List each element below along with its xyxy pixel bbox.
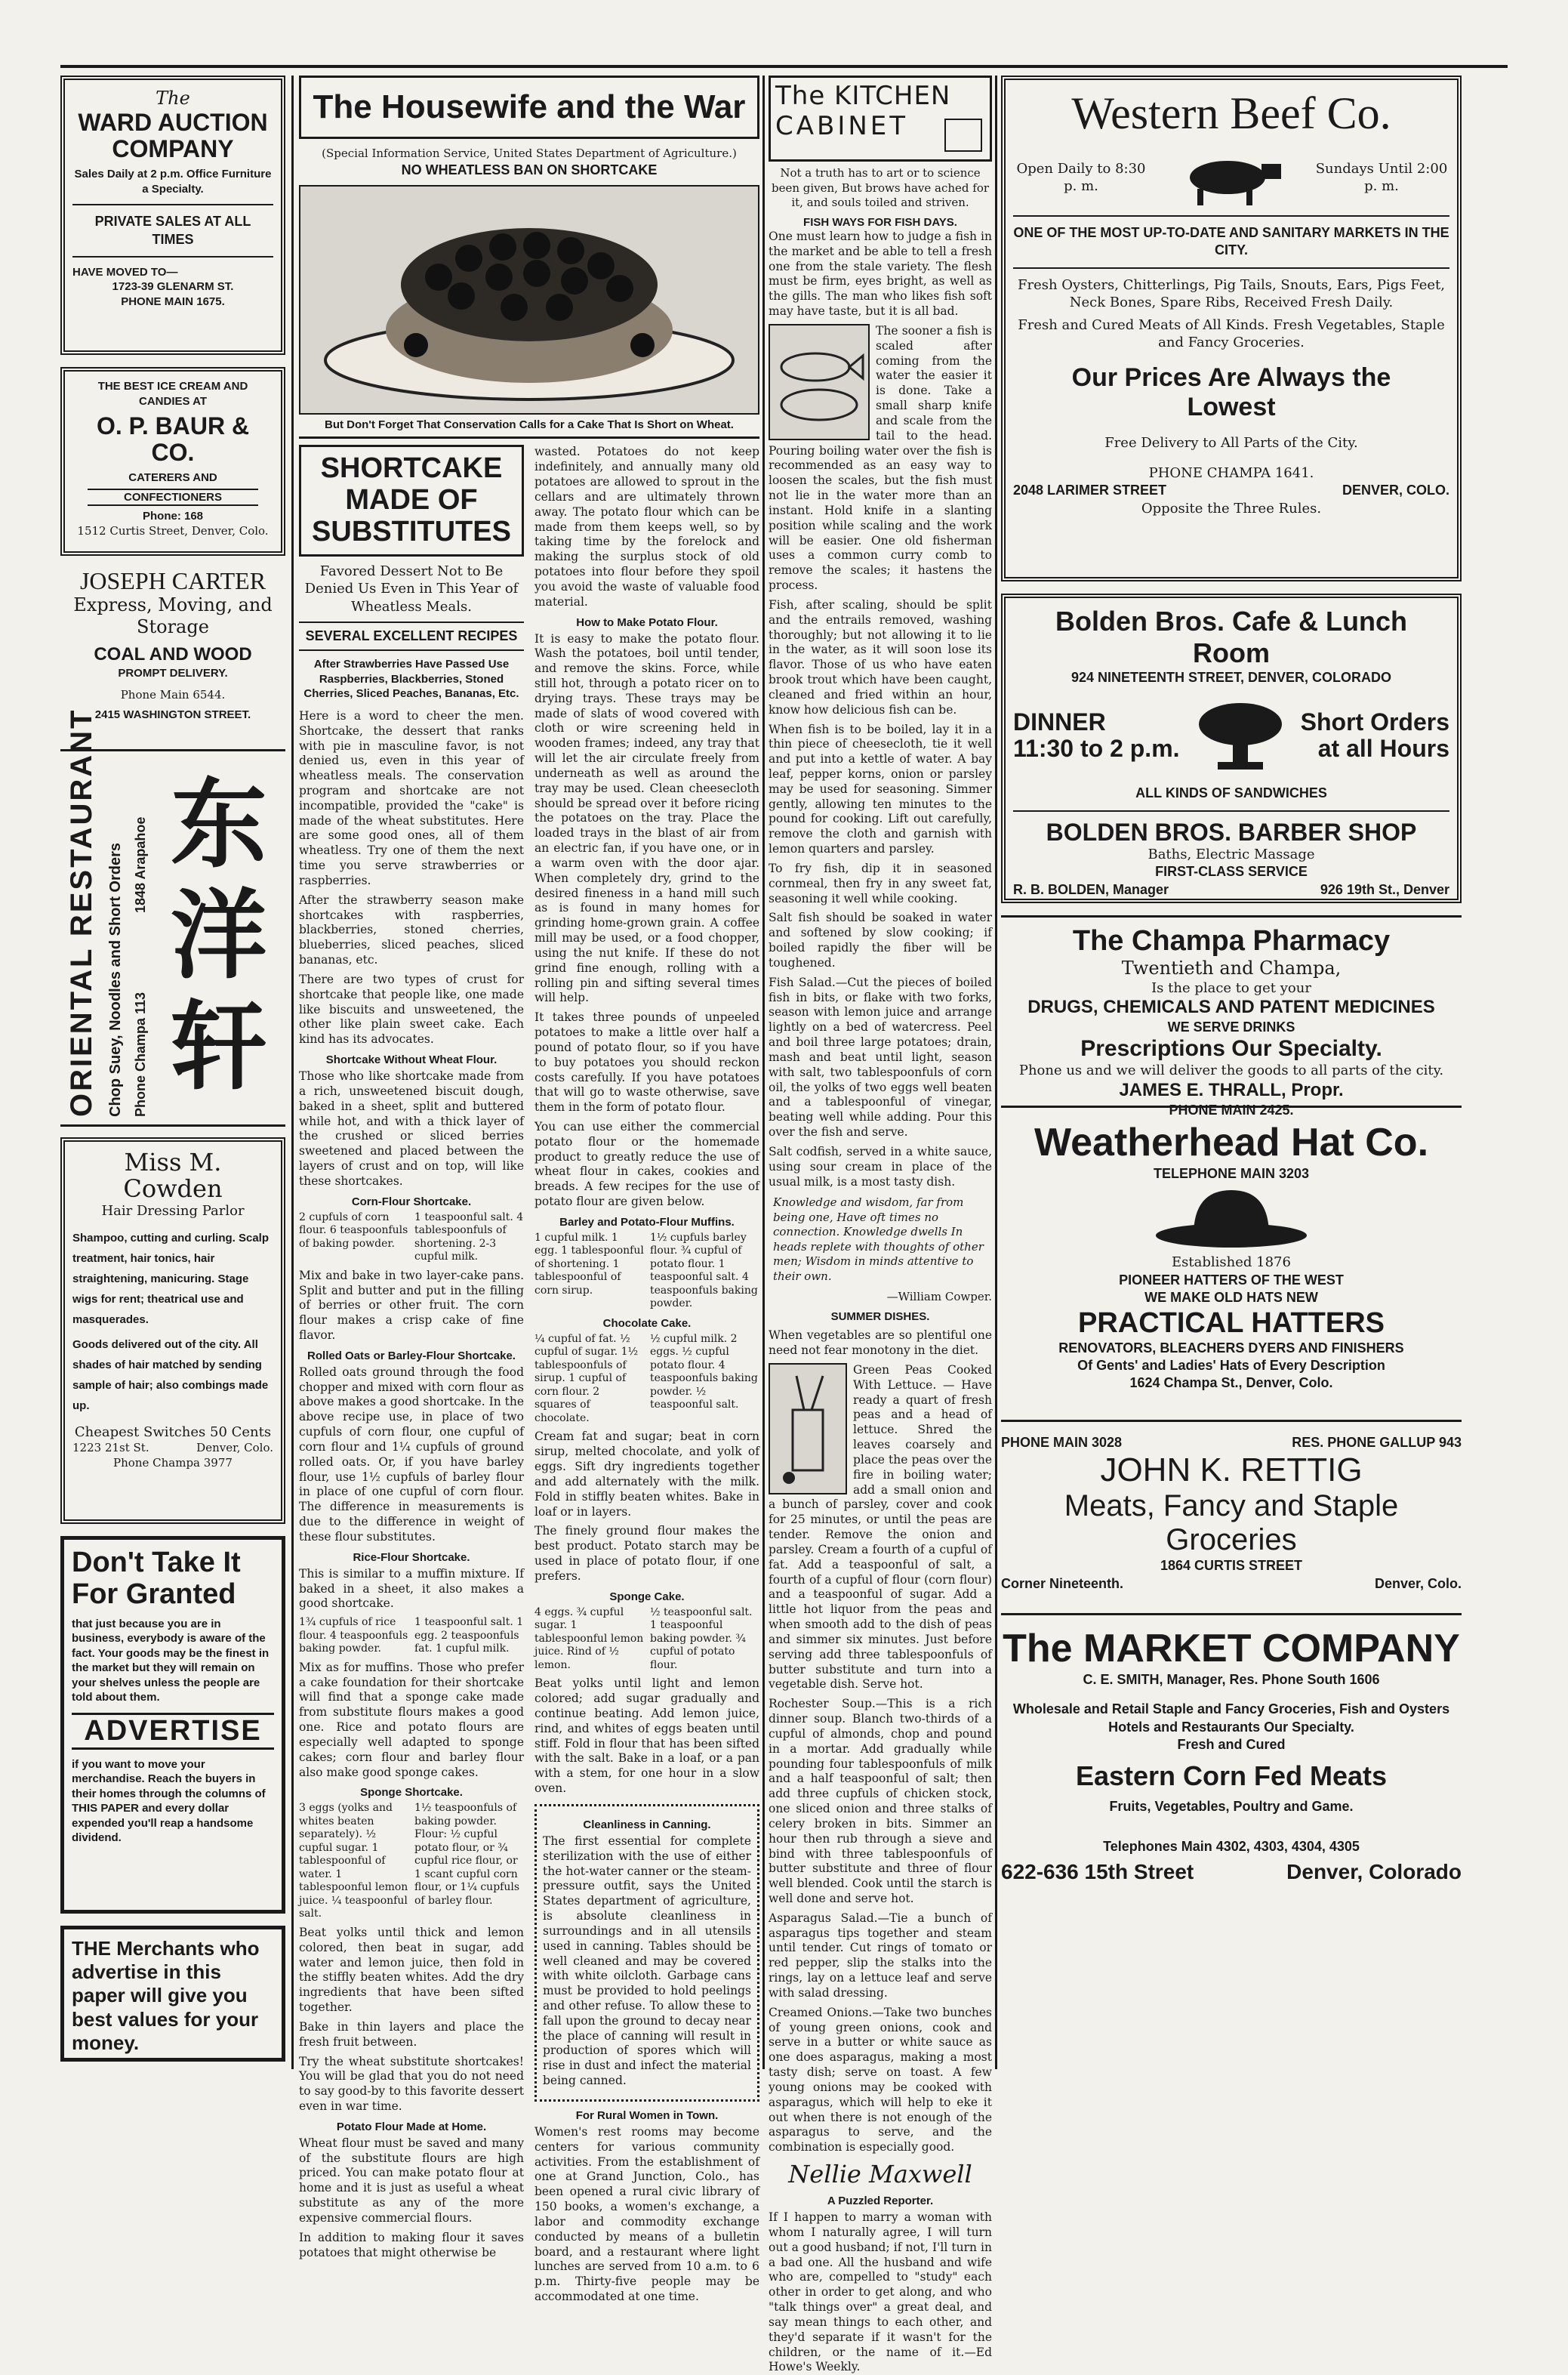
- advertise-head: Don't Take It For Granted: [72, 1547, 241, 1610]
- market-phones: Telephones Main 4302, 4303, 4304, 4305: [1103, 1838, 1360, 1854]
- hw-r2a: 2 cupfuls of corn flour. 6 teaspoonfuls of baking powder.: [299, 1211, 408, 1250]
- weatherhead-line3: RENOVATORS, BLEACHERS DYERS AND FINISHERS: [1058, 1340, 1404, 1356]
- hw-p2: After the strawberry season make shortcakes with raspberries, blackberries, stoned cherries, blueberries, sliced peaches, sliced bananas, etc.: [299, 893, 524, 967]
- cowden-body2: Goods delivered out of the city. All shades of hair matched by sending sample of hair; also combings made up.: [72, 1337, 269, 1412]
- weatherhead-name: Weatherhead Hat Co.: [1034, 1121, 1429, 1164]
- canning-head: Cleanliness in Canning.: [583, 1818, 711, 1831]
- kitchen-title1: The KITCHEN: [775, 81, 951, 111]
- hw-s1: Shortcake Without Wheat Flour.: [325, 1053, 498, 1067]
- c3-s1: How to Make Potato Flour.: [576, 615, 718, 629]
- k-p9: When vegetables are so plentiful one need not fear monotony in the diet.: [769, 1328, 992, 1358]
- hw-p5: Mix and bake in two layer-cake pans. Split and butter and put in the filling of berries or other fruit. The corn flour makes a crisp cake of fine flavor.: [299, 1268, 524, 1342]
- western-line1: ONE OF THE MOST UP-TO-DATE AND SANITARY MARKETS IN THE CITY.: [1013, 225, 1449, 258]
- bolden-name: Bolden Bros. Cafe & Lunch Room: [1055, 606, 1408, 668]
- ward-name: WARD AUCTION COMPANY: [78, 108, 268, 162]
- cowden-body: Shampoo, cutting and curling. Scalp treatment, hair tonics, hair straightening, manicuring. Stage wigs for rent; theatrical use and masquerades.: [72, 1231, 270, 1326]
- k-p3: Fish, after scaling, should be split and the entrails removed, washing thoroughly; but not allowing it to lie in the water, as it will soon lose its flavor. Those of us who have eaten brook trout which have been caught, cleaned and fried within an hour, know how delicious fish can be.: [769, 597, 992, 717]
- hw-s5: Sponge Shortcake.: [360, 1786, 463, 1800]
- champa-prop: JAMES E. THRALL, Propr.: [1119, 1079, 1344, 1100]
- c3-r2b: 1½ cupfuls barley flour. ¾ cupful of potato flour. 1 teaspoonful salt. 4 teaspoonfuls baking powder.: [650, 1231, 758, 1310]
- bolden-baths: Baths, Electric Massage: [1148, 846, 1315, 862]
- carter-line3: PROMPT DELIVERY.: [118, 666, 228, 680]
- puzzled-head: A Puzzled Reporter.: [827, 2195, 934, 2208]
- hw-r4a: 1¾ cupfuls of rice flour. 4 teaspoonfuls baking powder.: [299, 1616, 408, 1655]
- housewife-columns: [299, 445, 759, 2304]
- oriental-address: 1848 Arapahoe: [133, 816, 148, 913]
- oriental-phone: Phone Champa 113: [133, 992, 148, 1117]
- champa-phone: PHONE MAIN 2425.: [1169, 1102, 1294, 1118]
- carter-line1: Express, Moving, and Storage: [73, 594, 273, 637]
- left-ads-column: [60, 76, 285, 2069]
- oriental-line1: Chop Suey, Noodles and Short Orders: [107, 842, 124, 1117]
- carter-line2: COAL AND WOOD: [94, 643, 252, 665]
- western-city: DENVER, COLO.: [1342, 483, 1449, 498]
- advertise-word: ADVERTISE: [72, 1713, 274, 1750]
- canning-text: The first essential for complete sterilization with the use of either the hot-water canner or the steam-pressure outfit, says the United States department of agriculture, is absolute cleanliness in surroundings and in all utensils used in canning. Tables should be well cleaned and may be covered with white oilcloth. Garbage cans must be provided to hold peelings and other refuse. To allow these to fall upon the ground to decay near the place of canning will result in production of spores which will rise in dust and infect the material being canned.: [543, 1834, 751, 2088]
- deck2: SEVERAL EXCELLENT RECIPES: [299, 622, 524, 651]
- western-sundays: Sundays Until 2:00 p. m.: [1315, 160, 1448, 194]
- ward-the: The: [156, 88, 190, 109]
- rettig-corner: Corner Nineteenth.: [1001, 1575, 1124, 1591]
- market-line2: Hotels and Restaurants Our Specialty.: [1108, 1719, 1354, 1735]
- c3-p2: It is easy to make the potato flour. Wash the potatoes, boil until tender, and remove the skins. Force, while still hot, through a potato ricer on to drying trays. These trays may be made of slats of wood covered with cloth or wire screening held in wooden frames; indeed, any tray that will let the air circulate freely from underneath as well as around the tray may be used. Clean cheesecloth should be spread over it before ricing the potatoes on the tray. Place the loaded trays in the blast of air from an electric fan, if you have one, or in a warm oven with the door ajar. When completely dry, grind to the desired fineness in a hand mill such as is found in many homes for grinding home-grown grain. A coffee mill may be used, or a food chopper, using the nut knife. If these do not grind fine enough, rolling with a rolling pin and sifting several times will help.: [534, 631, 759, 1005]
- champa-sub: Twentieth and Champa,: [1121, 958, 1342, 979]
- ward-line1: Sales Daily at 2 p.m. Office Furniture a Specialty.: [74, 168, 272, 196]
- ward-line3: HAVE MOVED TO—: [72, 265, 178, 279]
- steer-icon: [1175, 147, 1288, 208]
- hw-p7: This is similar to a muffin mixture. If baked in a sheet, it also makes a good shortcake.: [299, 1566, 524, 1611]
- stove-icon: [944, 119, 982, 152]
- western-open: Open Daily to 8:30 p. m.: [1016, 160, 1146, 194]
- c3-s4: Sponge Cake.: [609, 1590, 685, 1603]
- western-name: Western Beef Co.: [1071, 88, 1391, 138]
- hw-p11: Try the wheat substitute shortcakes! You will be glad that you do not need to say good-by to this favorite dessert even in war time.: [299, 2054, 524, 2113]
- market-address: 622-636 15th Street: [1001, 1860, 1194, 1884]
- market-line3: Fresh and Cured: [1177, 1737, 1286, 1753]
- hw-p3: There are two types of crust for shortcake that people like, one made like biscuits and unsweetened, the other like plain sweet cake. Each kind has its advocates.: [299, 972, 524, 1047]
- k-p10: Green Peas Cooked With Lettuce. — Have ready a quart of fresh peas and a head of lettuce. Shred the leaves coarsely and place the peas over the fire in boiling water; add a small onion and a bunch of parsley, cover and cook for 25 minutes, or until the peas are tender. Remove the onion and parsley. Cream a fourth of a cupful of fat. Add a teaspoonful of salt, a fourth of a cupful of flour (corn flour) and a teaspoonful of sugar. Add a little hot liquor from the peas and when smooth add to the dish of peas and simmer six minutes. Just before serving add three tablespoonfuls of butter substitute and turn into a vegetable dish. Serve hot.: [769, 1363, 992, 1692]
- rettig-ad: [1001, 1434, 1462, 1615]
- kitchen-verse: Not a truth has to art or to science been given, But brows have ached for it, and souls toiled and striven.: [771, 166, 990, 209]
- western-prices: Our Prices Are Always the Lowest: [1071, 363, 1391, 422]
- c3-r3a: ¼ cupful of fat. ½ cupful of sugar. 1½ tablespoonfuls of sirup. 1 cupful of corn flour. 2 squares of chocolate.: [534, 1332, 639, 1424]
- housewife-article: [299, 76, 759, 2304]
- k-p7: Fish Salad.—Cut the pieces of boiled fish in bits, or flake with two forks, season with lemon juice and arrange lightly on a bed of watercress. Peel and boil three large potatoes; drain, mash and beat until light, season with salt, two tablespoonfuls of corn oil, the yolks of two eggs well beaten and a tablespoonful of vinegar, beating well while adding. Pour this over the fish and serve.: [769, 975, 992, 1140]
- cowden-sub: Hair Dressing Parlor: [101, 1203, 245, 1220]
- weatherhead-line4: Of Gents' and Ladies' Hats of Every Description: [1077, 1357, 1385, 1373]
- c3-p5: Cream fat and sugar; beat in corn sirup, melted chocolate, and yolk of eggs. Sift dry ingredients together and add alternately with the milk. Fold in stiffly beaten whites. Bake in loaf or in layers.: [534, 1430, 759, 1519]
- k-p5: To fry fish, dip it in seasoned cornmeal, then fry in any sweet fat, seasoning it well while cooking.: [769, 861, 992, 905]
- fish-illustration: [769, 324, 870, 440]
- champa-spec: Prescriptions Our Specialty.: [1080, 1036, 1382, 1062]
- baur-ad: [60, 367, 285, 556]
- carter-address: 2415 WASHINGTON STREET.: [94, 708, 251, 721]
- cowden-phone: Phone Champa 3977: [113, 1455, 233, 1470]
- summer-head: SUMMER DISHES.: [830, 1309, 930, 1323]
- c3-p7: Beat yolks until light and lemon colored; add sugar gradually and continue beating. Add lemon juice, rind, and whites of eggs beaten until stiff. Fold in flour that has been sifted with the salt. Bake in a loaf, or a pan with a stem, for one hour in a slow oven.: [534, 1676, 759, 1796]
- ward-auction-ad: [60, 76, 285, 355]
- bolden-address: 924 NINETEENTH STREET, DENVER, COLORADO: [1070, 670, 1392, 685]
- bolden-sandwiches: ALL KINDS OF SANDWICHES: [1135, 785, 1327, 801]
- hw-p10: Bake in thin layers and place the fresh fruit between.: [299, 2019, 524, 2049]
- hw-p1: Here is a word to cheer the men. Shortcake, the dessert that ranks with pie in masculine favor, is not denied us, even in this year of wheatless meals. The conservation program and shortcake are not incompatible, provided the "cake" is made of the wheat substitutes. Here are some good ones, all of them wheatless. Try one of them the next time you serve strawberries or raspberries.: [299, 708, 524, 887]
- rettig-city: Denver, Colo.: [1374, 1575, 1462, 1591]
- bolden-manager: R. B. BOLDEN, Manager: [1013, 881, 1169, 897]
- champa-phone-us: Phone us and we will deliver the goods to all parts of the city.: [1018, 1063, 1444, 1079]
- western-address: 2048 LARIMER STREET: [1013, 483, 1167, 498]
- kitchen-title-box: [769, 76, 992, 162]
- hw-p9: Beat yolks until thick and lemon colored, then beat in sugar, add water and lemon juice, then fold in the stiffly beaten whites. Add the dry ingredients that have been sifted together.: [299, 1925, 524, 2015]
- glass-illustration: [769, 1363, 847, 1494]
- champa-line3: WE SERVE DRINKS: [1167, 1019, 1295, 1035]
- carter-name: JOSEPH CARTER: [79, 567, 266, 594]
- advertise-ad: [60, 1536, 285, 1914]
- column-rule-3: [762, 76, 765, 2069]
- hw-s4: Rice-Flour Shortcake.: [353, 1550, 470, 1564]
- hw-r2b: 1 teaspoonful salt. 4 tablespoonfuls of shortening. 2-3 cupful milk.: [414, 1211, 524, 1263]
- weatherhead-line2: WE MAKE OLD HATS NEW: [1144, 1290, 1318, 1306]
- bolden-dinner: DINNER: [1013, 708, 1106, 736]
- c3-r4b: ½ teaspoonful salt. 1 teaspoonful baking powder. ¾ cupful of potato flour.: [650, 1605, 753, 1671]
- western-phone: PHONE CHAMPA 1641.: [1148, 464, 1314, 481]
- market-line1: Wholesale and Retail Staple and Fancy Groceries, Fish and Oysters: [1012, 1701, 1450, 1717]
- k-p6: Salt fish should be soaked in water and softened by slow cooking; if boiled rapidly the fiber will be toughened.: [769, 911, 992, 970]
- market-city: Denver, Colorado: [1286, 1860, 1462, 1884]
- western-delivery: Free Delivery to All Parts of the City.: [1104, 435, 1358, 452]
- baur-line3: CONFECTIONERS: [88, 489, 258, 507]
- canning-box: [534, 1804, 759, 2102]
- signature: Nellie Maxwell: [788, 2160, 972, 2189]
- k-p1: One must learn how to judge a fish in the market and be able to tell a fresh one from the stale variety. The flesh must be firm, eyes bright, as well as the gills. The man who likes fish soft may have taste, but it is all bad.: [769, 230, 992, 319]
- cowden-address: 1223 21st St.: [72, 1441, 149, 1455]
- bolden-short: Short Orders: [1300, 708, 1449, 736]
- shortcake-illustration: [318, 194, 741, 406]
- bolden-short-time: at all Hours: [1317, 735, 1449, 763]
- baur-address: 1512 Curtis Street, Denver, Colo.: [77, 523, 269, 538]
- oriental-name: ORIENTAL RESTAURANT: [65, 708, 98, 1117]
- rettig-res: RES. PHONE GALLUP 943: [1292, 1435, 1462, 1450]
- ward-phone: PHONE MAIN 1675.: [121, 295, 225, 308]
- champa-line2: DRUGS, CHEMICALS AND PATENT MEDICINES: [1027, 997, 1435, 1018]
- k-p14: If I happen to marry a woman with whom I naturally agree, I will turn out a good husband; if not, I'll turn in a bad one. All the husband and wife who are, compelled to "study" each other in order to get along, and who "talk things over" a great deal, and say mean things to each other, and they'd separate if it wasn't for the children, or the name of it.—Ed Howe's Weekly.: [769, 2210, 992, 2374]
- column-rule-1: [291, 76, 294, 2069]
- deck3: After Strawberries Have Passed Use Raspberries, Blackberries, Stoned Cherries, Sliced Peaches, Bananas, Etc.: [303, 658, 519, 701]
- housewife-col-b: [534, 445, 759, 2304]
- western-line2: Fresh Oysters, Chitterlings, Pig Tails, Snouts, Ears, Pigs Feet, Neck Bones, Spare Ribs, Received Fresh Daily.: [1018, 276, 1445, 311]
- hat-icon: [1148, 1183, 1314, 1251]
- champa-pharmacy-ad: [1001, 915, 1462, 1118]
- housewife-service: (Special Information Service, United States Department of Agriculture.): [322, 147, 737, 160]
- oriental-chinese-chars: 东洋轩: [170, 769, 267, 1104]
- baur-name: O. P. BAUR & CO.: [96, 412, 250, 467]
- cowden-name: Miss M. Cowden: [123, 1148, 223, 1204]
- kitchen-cabinet-column: [769, 76, 992, 2374]
- cowden-city: Denver, Colo.: [196, 1441, 273, 1455]
- c3-p3: It takes three pounds of unpeeled potatoes to make a little over half a pound of potato flour, so if you have to buy potatoes you should reckon costs carefully. If you have potatoes that will go to waste otherwise, save them in the form of potato flour.: [534, 1010, 759, 1115]
- hw-s6: Potato Flour Made at Home.: [336, 2120, 487, 2133]
- c3-r2a: 1 cupful milk. 1 egg. 1 tablespoonful of shortening. 1 tablespoonful of corn sirup.: [534, 1231, 644, 1297]
- k-p2: The sooner a fish is scaled after coming from the water the easier it is done. Take a small sharp knife and scale from the tail to the head. Pouring boiling water over the fish is recommended as an easy way to loosen the scales, but the fish must not lie in the water more than an instant. Hold knife in a slanting position while scaling and the work will be easier. One old fisherman uses a common curry comb to remove the scales; it hastens the process.: [769, 323, 992, 593]
- advertise-body: that just because you are in business, everybody is aware of the fact. Your goods may be the finest in the market but they will remain on your shelves unless the people are told about them.: [72, 1617, 270, 1704]
- c3-r3b: ½ cupful milk. 2 eggs. ½ cupful potato flour. 4 teaspoonfuls baking powder. ½ teaspoonful salt.: [650, 1332, 758, 1411]
- rettig-address: 1864 CURTIS STREET: [1160, 1558, 1303, 1574]
- bolden-barber: BOLDEN BROS. BARBER SHOP: [1046, 818, 1417, 846]
- baur-line2: CATERERS AND: [128, 471, 217, 485]
- hw-p6: Rolled oats ground through the food chopper and mixed with corn flour as above makes a good shortcake. In the above recipe use, in place of two cupfuls of corn flour, one cupful of corn flour and 1¼ cupfuls of ground rolled oats. Or, if you have barley flour, use 1½ cupfuls of barley flour in place of one cupful of corn flour. The difference in measurements is due to the difference in weight of these flour substitutes.: [299, 1365, 525, 1544]
- hw-s2: Corn-Flour Shortcake.: [351, 1195, 472, 1208]
- cowden-price: Cheapest Switches 50 Cents: [74, 1423, 272, 1440]
- market-line4: Fruits, Vegetables, Poultry and Game.: [1109, 1798, 1354, 1814]
- weatherhead-est: Established 1876: [1172, 1254, 1291, 1271]
- housewife-col-a: [299, 445, 525, 2259]
- c3-s2: Barley and Potato-Flour Muffins.: [559, 1215, 735, 1229]
- kitchen-title2: CABINET: [775, 111, 909, 141]
- hw-p4: Those who like shortcake made from a rich, unsweetened biscuit dough, baked in a sheet, split and buttered while hot, and with a thick layer of the crushed or sliced berries sweetened and placed between the layers of crust and on top, will like these shortcakes.: [299, 1069, 524, 1188]
- weatherhead-address: 1624 Champa St., Denver, Colo.: [1129, 1375, 1333, 1391]
- rural-text: Women's rest rooms may become centers for various community activities. From the establishment of one at Grand Junction, Colo., has been opened a rural civic library of 150 books, a women's exchange, a labor and commodity exchange conducted by means of a bulletin board, and a restaurant where light lunches are served from 10 a.m. to 6 p.m. Thirty-five people may be accommodated at one time.: [534, 2124, 759, 2304]
- right-ads-column: [1001, 76, 1462, 2069]
- bolden-service: FIRST-CLASS SERVICE: [1155, 864, 1308, 880]
- market-manager: C. E. SMITH, Manager, Res. Phone South 1606: [1083, 1672, 1380, 1687]
- market-name: The MARKET COMPANY: [1003, 1627, 1460, 1670]
- weatherhead-ad: [1001, 1120, 1462, 1422]
- poem: Knowledge and wisdom, far from being one, Have oft times no connection. Knowledge dwells In heads replete with thoughts of other men; Wisdom in minds attentive to their own.: [773, 1195, 984, 1283]
- rettig-name: JOHN K. RETTIG: [1100, 1451, 1363, 1489]
- c3-p4: You can use either the commercial potato flour or the homemade product to greatly reduce the use of wheat flour in cakes, cookies and breads. A few recipes for the use of potato flour are given below.: [534, 1120, 759, 1209]
- western-line3: Fresh and Cured Meats of All Kinds. Fresh Vegetables, Staple and Fancy Groceries.: [1018, 316, 1445, 350]
- poem-author: —William Cowper.: [886, 1290, 992, 1304]
- k-p8: Salt codfish, served in a white sauce, using sour cream in place of the usual milk, is a most tasty dish.: [769, 1144, 992, 1189]
- k-p12: Asparagus Salad.—Tie a bunch of asparagus tips together and steam until tender. Cut rings of tomato or red pepper, slip the stalks into the rings, lay on a lettuce leaf and serve with salad dressing.: [769, 1911, 992, 2000]
- k-p11: Rochester Soup.—This is a rich dinner soup. Blanch two-thirds of a cupful of almonds, chop and pound in a mortar. Add gradually while pounding four tablespoonfuls of milk and a half teaspoonful of salt; then add three cupfuls of chicken stock, one sliced onion and three stalks of celery broken in bits. Simmer an hour then rub through a sieve and bind with three tablespoonfuls of butter substitute and three of flour well blended. Cook until the starch is well done and serve hot.: [769, 1697, 992, 1905]
- champa-name: The Champa Pharmacy: [1072, 925, 1391, 957]
- baur-phone: Phone: 168: [142, 510, 204, 523]
- bolden-dinner-time: 11:30 to 2 p.m.: [1013, 735, 1180, 763]
- ward-address: 1723-39 GLENARM ST.: [112, 280, 234, 294]
- bolden-ad: [1001, 594, 1462, 903]
- hw-r5b: 1½ teaspoonfuls of baking powder. Flour: ½ cupful potato flour, or ¾ cupful rice flour, or 1 scant cupful corn flour, or 1¼ cupfuls of barley flour.: [414, 1802, 520, 1907]
- merchants-text: THE Merchants who advertise in this paper will give you best values for your money.: [72, 1937, 260, 2054]
- main-head-box: [299, 445, 524, 556]
- hw-p8: Mix as for muffins. Those who prefer a cake foundation for their shortcake will find that a sponge cake made from substitute flours makes a good one. Rice and potato flours are especially well adapted to sponge cakes; corn flour and barley flour also make good sponge cakes.: [299, 1660, 524, 1779]
- fruit-bowl-icon: [1188, 694, 1293, 777]
- top-rule: [60, 65, 1508, 68]
- market-meats: Eastern Corn Fed Meats: [1075, 1760, 1388, 1791]
- c3-r4a: 4 eggs. ¾ cupful sugar. 1 tablespoonful lemon juice. Rind of ½ lemon.: [534, 1605, 644, 1671]
- c3-p1: wasted. Potatoes do not keep indefinitely, and annually many old potatoes are allowed to sprout in the cellars and are ultimately thrown away. The potato flour which can be made from them keeps well, so by taking time by the forelock and making the surplus stock of old potatoes into flour before they spoil you avoid the waste of valuable food material.: [534, 445, 759, 609]
- rettig-line1: Meats, Fancy and Staple Groceries: [1064, 1489, 1399, 1557]
- weatherhead-practical: PRACTICAL HATTERS: [1077, 1306, 1385, 1339]
- drink-glass-icon: [778, 1372, 838, 1485]
- hw-p13: In addition to making flour it saves potatoes that might otherwise be: [299, 2230, 524, 2259]
- photo-caption: But Don't Forget That Conservation Calls for a Cake That Is Short on Wheat.: [299, 418, 759, 440]
- shortcake-photo: [299, 185, 759, 415]
- hw-r4b: 1 teaspoonful salt. 1 egg. 2 teaspoonfuls fat. 1 cupful milk.: [414, 1616, 524, 1655]
- bolden-addr2: 926 19th St., Denver: [1320, 881, 1449, 897]
- housewife-title: The Housewife and the War: [313, 88, 746, 125]
- carter-phone: Phone Main 6544.: [120, 688, 226, 702]
- western-beef-ad: [1001, 76, 1462, 581]
- k-p4: When fish is to be boiled, lay it in a thin piece of cheesecloth, tie it well and put into a kettle of water. A bay leaf, pepper korns, onion or parsley may be used for seasoning. Simmer gently, allowing ten minutes to the pound for cooking. Lift out carefully, remove the cloth and garnish with lemon quarters and parsley.: [769, 722, 992, 856]
- weatherhead-phone: TELEPHONE MAIN 3203: [1153, 1166, 1310, 1181]
- k-p13: Creamed Onions.—Take two bunches of young green onions, cook and serve in a butter or white sauce as one does asparagus, making a most tasty dish; serve on toast. A few young onions may be cooked with asparagus, which will help to eke it out when there is not enough of the asparagus to serve, and the combination is especially good.: [769, 2005, 992, 2154]
- housewife-title-box: [299, 76, 759, 139]
- c3-s3: Chocolate Cake.: [602, 1316, 692, 1330]
- baur-line1: THE BEST ICE CREAM AND CANDIES AT: [97, 380, 248, 408]
- fish-icon: [774, 333, 864, 431]
- hw-p12: Wheat flour must be saved and many of the substitute flours are high priced. You can make potato flour at home and it is just as useful a wheat substitute as any of the more expensive commercial flours.: [299, 2136, 524, 2225]
- column-rule-4: [995, 76, 997, 2069]
- merchants-ad: [60, 1926, 285, 2062]
- housewife-headline: NO WHEATLESS BAN ON SHORTCAKE: [401, 162, 658, 177]
- weatherhead-line1: PIONEER HATTERS OF THE WEST: [1119, 1272, 1344, 1288]
- main-head: SHORTCAKE MADE OF SUBSTITUTES: [312, 452, 511, 547]
- cowden-ad: [60, 1137, 285, 1524]
- ward-line2: PRIVATE SALES AT ALL TIMES: [94, 214, 251, 247]
- fish-head: FISH WAYS FOR FISH DAYS.: [803, 215, 957, 229]
- market-company-ad: [1001, 1626, 1462, 1958]
- hw-r5a: 3 eggs (yolks and whites beaten separately). ½ cupful sugar. 1 tablespoonful of water. 1 tablespoonful lemon juice. ¼ teaspoonful salt.: [299, 1802, 408, 1920]
- deck1: Favored Dessert Not to Be Denied Us Even in This Year of Wheatless Meals.: [304, 563, 519, 615]
- rural-head: For Rural Women in Town.: [575, 2108, 719, 2122]
- western-opposite: Opposite the Three Rules.: [1141, 500, 1322, 517]
- c3-p6: The finely ground flour makes the best product. Potato starch may be used in place of potato flour, if one prefers.: [534, 1524, 759, 1583]
- advertise-body2: if you want to move your merchandise. Reach the buyers in their homes through the columns of THIS PAPER and every dollar expended you'll reap a handsome dividend.: [72, 1757, 266, 1845]
- rettig-phone: PHONE MAIN 3028: [1001, 1435, 1123, 1450]
- champa-line1: Is the place to get your: [1151, 979, 1311, 996]
- hw-s3: Rolled Oats or Barley-Flour Shortcake.: [307, 1349, 516, 1362]
